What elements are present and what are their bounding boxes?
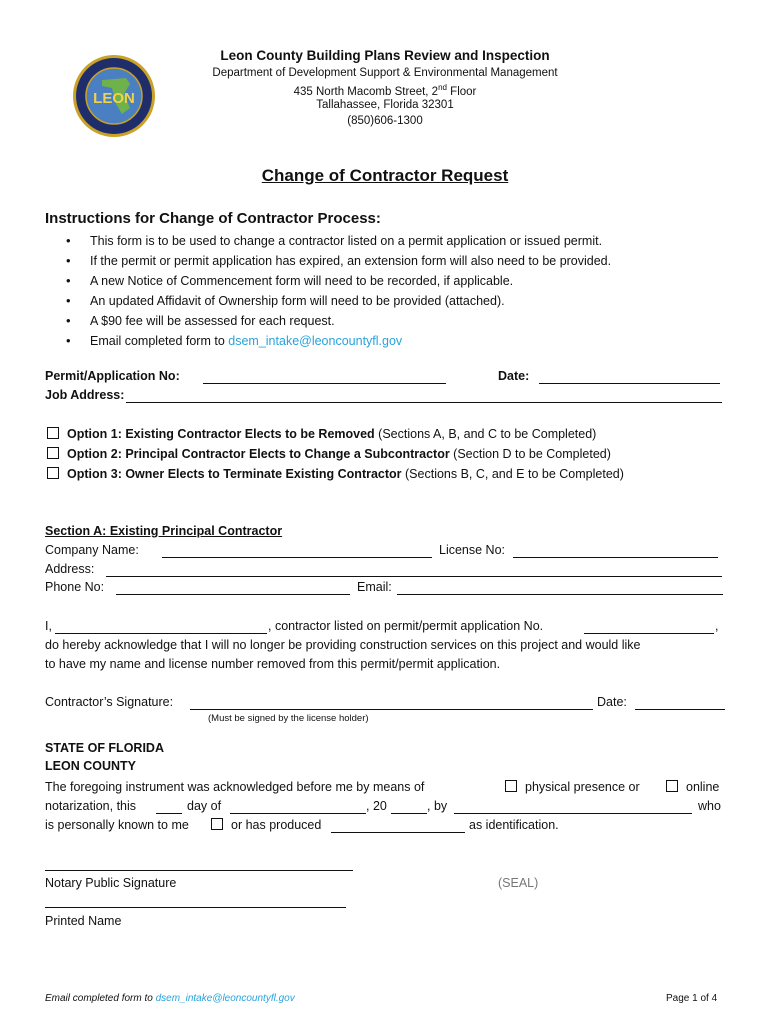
company-name-field[interactable] (162, 557, 432, 558)
option-1-checkbox[interactable] (47, 427, 59, 439)
date-field[interactable] (539, 383, 720, 384)
notary-line-3c: as identification. (469, 818, 559, 832)
email-label: Email: (357, 580, 392, 594)
job-address-label: Job Address: (45, 388, 125, 402)
bullet-icon: • (66, 293, 71, 308)
list-item: • Email completed form to dsem_intake@leoncountyfl.gov (66, 331, 746, 351)
seal-label: (SEAL) (498, 876, 539, 890)
address-line-1: 435 North Macomb Street, 2nd Floor (293, 83, 477, 98)
notary-state: STATE OF FLORIDA (45, 741, 164, 755)
bullet-icon: • (66, 333, 71, 348)
notary-by-field[interactable] (454, 813, 692, 814)
physical-presence-checkbox[interactable] (505, 780, 517, 792)
notary-line-2b: day of (187, 799, 222, 813)
email-link[interactable]: dsem_intake@leoncountyfl.gov (228, 334, 403, 348)
option-2-checkbox[interactable] (47, 447, 59, 459)
signature-date-field[interactable] (635, 709, 725, 710)
acknowledge-line-2: do hereby acknowledge that I will no longer be providing construction services on this project and would like (45, 638, 641, 652)
notary-line-1a: The foregoing instrument was acknowledged before me by means of (45, 780, 425, 794)
contractor-para-comma: , (715, 619, 719, 633)
footer-email-note: Email completed form to dsem_intake@leoncountyfl.gov (45, 993, 295, 1004)
list-item: • If the permit or permit application has expired, an extension form will also need to be provided. (66, 251, 746, 271)
online-option[interactable]: online (666, 780, 719, 794)
notary-line-2e: who (698, 799, 721, 813)
page-number: Page 1 of 4 (666, 993, 718, 1004)
permit-no-label: Permit/Application No: (45, 369, 180, 383)
signature-date-label: Date: (597, 695, 627, 709)
bullet-icon: • (66, 233, 71, 248)
printed-name-field[interactable] (45, 907, 346, 908)
list-item: • This form is to be used to change a contractor listed on a permit application or issued permit. (66, 231, 746, 251)
leon-county-seal-logo (72, 54, 156, 138)
notary-day-field[interactable] (156, 813, 182, 814)
option-3-checkbox[interactable] (47, 467, 59, 479)
notary-month-field[interactable] (230, 813, 366, 814)
contractor-signature-label: Contractor’s Signature: (45, 695, 174, 709)
form-title: Change of Contractor Request (261, 166, 509, 185)
email-field[interactable] (397, 594, 723, 595)
instructions-title: Instructions for Change of Contractor Process: (45, 210, 381, 227)
contractor-name-prefix: I, (45, 619, 52, 633)
option-1[interactable]: Option 1: Existing Contractor Elects to be Removed (Sections A, B, and C to be Completed) (47, 427, 596, 441)
seal-leon-text: LEON (93, 90, 135, 107)
section-a-address-field[interactable] (106, 576, 722, 577)
acknowledge-line-3: to have my name and license number removed from this permit/permit application. (45, 657, 501, 671)
notary-signature-label: Notary Public Signature (45, 876, 177, 890)
contractor-name-field[interactable] (55, 633, 267, 634)
notary-signature-field[interactable] (45, 870, 353, 871)
permit-no-field[interactable] (203, 383, 446, 384)
job-address-field[interactable] (126, 402, 722, 403)
instructions-list (66, 231, 746, 351)
contractor-signature-field[interactable] (190, 709, 593, 710)
option-3[interactable]: Option 3: Owner Elects to Terminate Existing Contractor (Sections B, C, and E to be Completed) (47, 467, 624, 481)
online-checkbox[interactable] (666, 780, 678, 792)
license-no-label: License No: (439, 543, 506, 557)
footer-email-link[interactable]: dsem_intake@leoncountyfl.gov (155, 993, 295, 1004)
physical-presence-option[interactable]: physical presence or (505, 780, 640, 794)
list-item: • A $90 fee will be assessed for each request. (66, 311, 746, 331)
notary-line-3a: is personally known to me (45, 818, 189, 832)
phone-no-label: Phone No: (45, 580, 105, 594)
list-item: • An updated Affidavit of Ownership form will need to be provided (attached). (66, 291, 746, 311)
address-line-2: Tallahassee, Florida 32301 (316, 99, 454, 111)
section-a-address-label: Address: (45, 562, 95, 576)
notary-line-2d: , by (427, 799, 448, 813)
company-name-label: Company Name: (45, 543, 139, 557)
notary-county: LEON COUNTY (45, 759, 136, 773)
identification-field[interactable] (331, 832, 465, 833)
department-line: Department of Development Support & Environmental Management (212, 67, 558, 79)
phone-line: (850)606-1300 (347, 115, 423, 127)
section-a-title: Section A: Existing Principal Contractor (45, 524, 283, 538)
date-label: Date: (498, 369, 530, 383)
license-no-field[interactable] (513, 557, 718, 558)
bullet-icon: • (66, 273, 71, 288)
notary-line-2a: notarization, this (45, 799, 137, 813)
produced-id-checkbox[interactable] (211, 818, 223, 830)
phone-no-field[interactable] (116, 594, 350, 595)
produced-id-option[interactable]: or has produced (211, 818, 321, 832)
notary-line-2c: , 20 (366, 799, 387, 813)
permit-application-no-field[interactable] (584, 633, 714, 634)
list-item: • A new Notice of Commencement form will need to be recorded, if applicable. (66, 271, 746, 291)
notary-year-field[interactable] (391, 813, 427, 814)
agency-title: Leon County Building Plans Review and Inspection (220, 48, 550, 63)
contractor-para-mid: , contractor listed on permit/permit application No. (268, 619, 544, 633)
bullet-icon: • (66, 313, 71, 328)
bullet-icon: • (66, 253, 71, 268)
printed-name-label: Printed Name (45, 914, 122, 928)
signature-note: (Must be signed by the license holder) (208, 713, 369, 724)
option-2[interactable]: Option 2: Principal Contractor Elects to Change a Subcontractor (Section D to be Completed) (47, 447, 611, 461)
